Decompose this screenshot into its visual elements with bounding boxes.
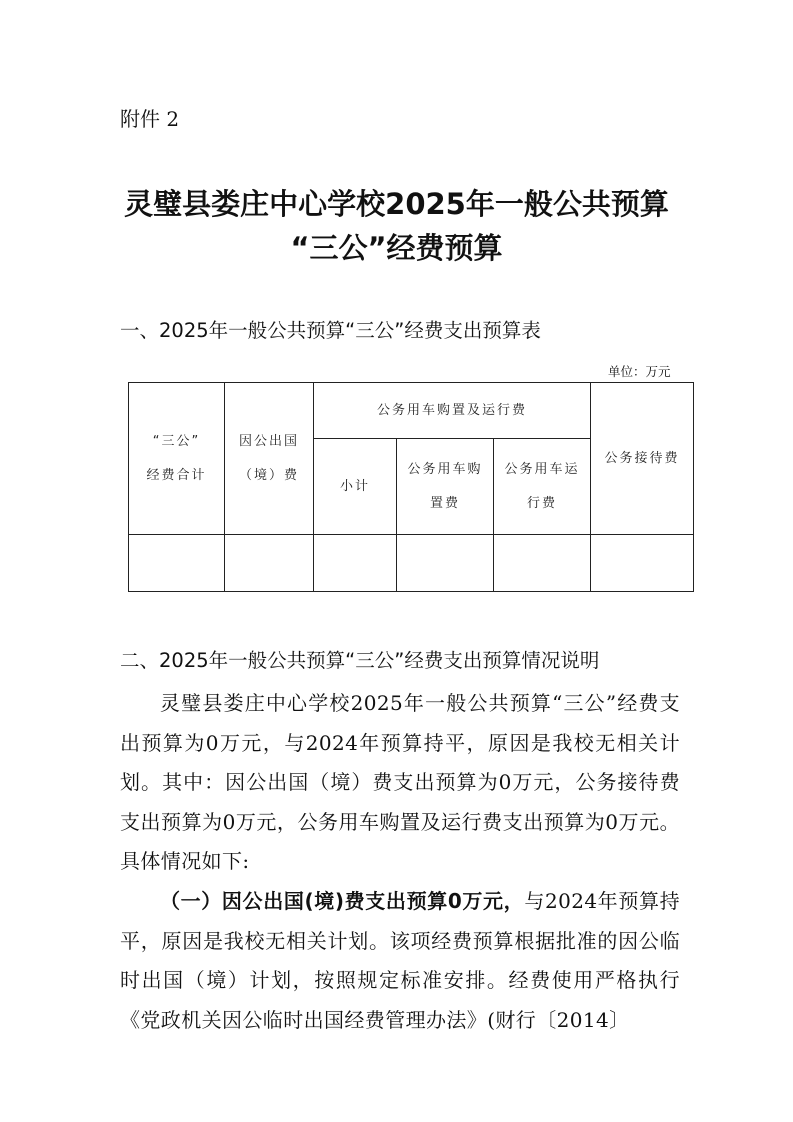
unit-label: 单位：万元 [608,364,671,379]
document-title-line2: “三公”经费预算 [290,231,503,265]
header-operation-line2: 行费 [526,495,557,511]
header-operation [494,439,591,535]
paragraph-abroad-heading: （一）因公出国(境)费支出预算0万元， [160,888,525,913]
header-abroad [225,383,314,535]
value-operation [494,535,591,592]
header-purchase [397,439,494,535]
header-purchase-line2: 置费 [429,495,460,511]
header-purchase-line1: 公务用车购 [407,461,483,477]
table-row [129,535,694,592]
section2-heading: 二、2025年一般公共预算“三公”经费支出预算情况说明 [120,649,600,672]
header-operation-line1: 公务用车运 [504,461,580,477]
header-total-line1: “三公” [152,433,201,449]
paragraph-abroad [120,882,680,1040]
budget-table [128,382,694,592]
value-total [129,535,225,592]
header-total [129,383,225,535]
header-vehicle-group: 公务用车购置及运行费 [314,383,591,439]
section1-heading: 一、2025年一般公共预算“三公”经费支出预算表 [120,319,541,342]
header-abroad-line2: （境）费 [238,467,299,483]
document-title-line1: 灵璧县娄庄中心学校2025年一般公共预算 [124,187,669,221]
body-text [120,684,680,1040]
attachment-label: 附件 2 [120,107,180,131]
value-subtotal [314,535,397,592]
header-subtotal: 小计 [314,439,397,535]
header-total-line2: 经费合计 [146,467,207,483]
value-reception [591,535,694,592]
header-abroad-line1: 因公出国 [238,433,299,449]
value-purchase [397,535,494,592]
paragraph-abroad-text: 与2024年预算持平，原因是我校无相关计划。该项经费预算根据批准的因公临时出国（境）计划，按照规定标准安排。经费使用严格执行《党政机关因公临时出国经费管理办法》(财行〔2014〕 [120,888,680,1032]
paragraph-overview: 灵璧县娄庄中心学校2025年一般公共预算“三公”经费支出预算为0万元，与2024年预算持平，原因是我校无相关计划。其中：因公出国（境）费支出预算为0万元，公务接待费支出预算为0万元，公务用车购置及运行费支出预算为0万元。具体情况如下: [120,691,680,874]
header-reception: 公务接待费 [591,383,694,535]
value-abroad [225,535,314,592]
